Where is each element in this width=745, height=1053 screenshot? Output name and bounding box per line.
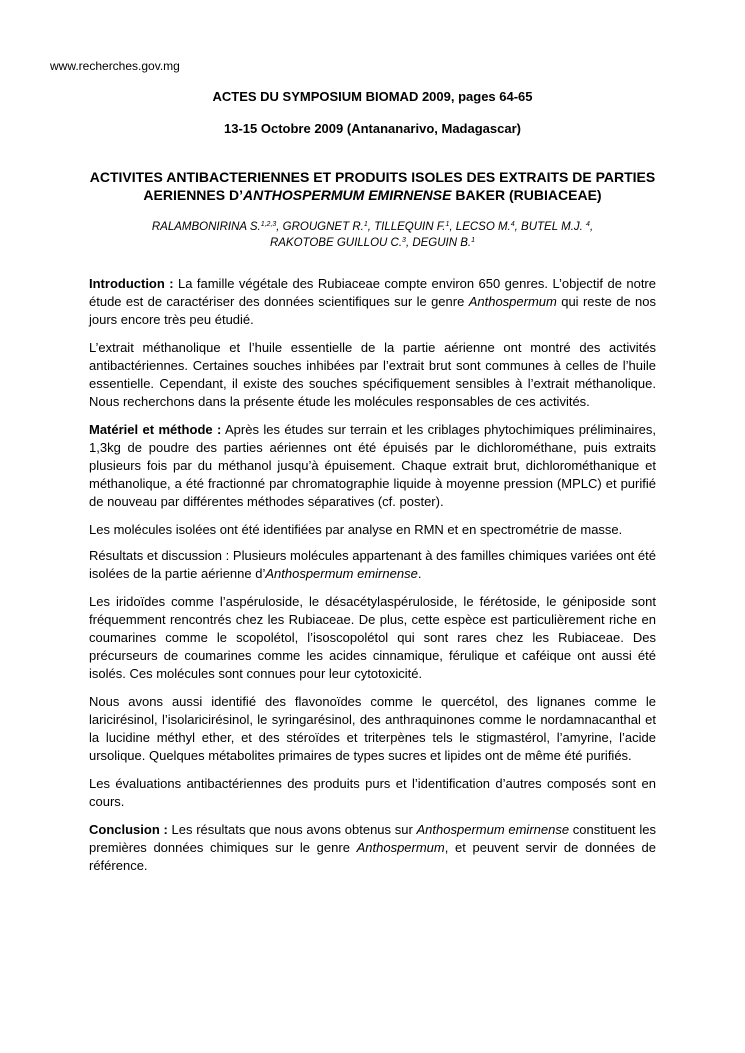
article-body [89,275,656,885]
identification-paragraph: Les molécules isolées ont été identifiées par analyse en RMN et en spectrométrie de masse. [89,522,623,537]
author-name: RALAMBONIRINA S. [151,221,261,233]
species-name: Anthospermum emirnense [265,566,418,581]
conclusion-paragraph [89,821,656,875]
title-species: ANTHOSPERMUM EMIRNENSE [242,187,452,203]
genus-name: Anthospermum [356,840,445,855]
author-affiliation: 1 [363,221,368,228]
author-affiliation: 1 [471,237,476,244]
author-separator: , [589,221,594,233]
proceedings-heading: ACTES DU SYMPOSIUM BIOMAD 2009, pages 64-65 [212,89,533,104]
author-affiliation: 1,2,3 [260,221,277,228]
methods-paragraph [89,421,656,511]
extract-activity-paragraph: L’extrait méthanolique et l’huile essentielle de la partie aérienne ont montré des activités antibactériennes. Certaines souches inhibées par l’extrait brut sont communes à celles de l’huile essentielle. Cependant, il existe des souches spécifiquement sensibles à l’extrait méthanolique. Nous recherchons dans la présente étude les molécules responsables de ces activités. [89,340,656,409]
title-line-2-suffix: BAKER (RUBIACEAE) [451,187,602,203]
evaluations-paragraph: Les évaluations antibactériennes des produits purs et l’identification d’autres composés sont en cours. [89,776,656,809]
author-affiliation: 4 [510,221,515,228]
genus-name: Anthospermum [468,294,557,309]
results-paragraph [89,547,656,583]
author-list [100,219,645,251]
conclusion-text: Les résultats que nous avons obtenus sur [167,822,417,837]
author-affiliation: 1 [445,221,450,228]
methods-text: Après les études sur terrain et les criblages phytochimiques préliminaires, 1,3kg de poudre des parties aériennes ont été épuisés par le dichlorométhane, puis extraits plusieurs fois par du méthanol jusqu’à épuisement. Chaque extrait brut, dichlorométhanique et méthanolique, a été fractionné par chromatographie liquide à moyenne pression (MPLC) et purifié de nouveau par différentes méthodes séparatives (cf. poster). [89,422,656,509]
author-name: RAKOTOBE GUILLOU C. [269,237,403,249]
introduction-label: Introduction : [89,276,174,291]
conclusion-text-end: , et peuvent servir de données de référence. [89,840,656,873]
author-name: , GROUGNET R. [276,221,364,233]
symposium-dates: 13-15 Octobre 2009 (Antananarivo, Madagascar) [224,121,521,136]
results-text-end: . [417,566,422,581]
author-affiliation: 4 [586,221,590,228]
title-line-1: ACTIVITES ANTIBACTERIENNES ET PRODUITS ISOLES DES EXTRAITS DE PARTIES [89,169,656,185]
flavonoids-paragraph: Nous avons aussi identifié des flavonoïdes comme le quercétol, des lignanes comme le laricirésinol, l’isolaricirésinol, le syringarésinol, des anthraquinones comme le nordamnacanthal et la lucidine méthyl ether, et des stéroïdes et triterpènes tels le stigmastérol, l’amyrine, l’acide ursolique. Quelques métabolites primaires de types sucres et lipides ont de même été purifiés. [89,694,656,763]
results-text: Résultats et discussion : Plusieurs molécules appartenant à des familles chimiques variées ont été isolées de la partie aérienne d’ [89,548,656,581]
introduction-text-end: qui reste de nos jours encore très peu étudié. [89,294,656,327]
species-name: Anthospermum emirnense [416,822,570,837]
author-affiliation: 3 [402,237,406,244]
title-line-2-prefix: AERIENNES D’ [143,187,243,203]
author-name: , LECSO M. [449,221,511,233]
author-name: , BUTEL M.J. [514,221,587,233]
conclusion-text-mid: constituent les premières données chimiques sur le genre [89,822,656,855]
website-url: www.recherches.gov.mg [50,59,180,73]
introduction-text: La famille végétale des Rubiaceae compte environ 650 genres. L’objectif de notre étude est de caractériser des données scientifiques sur le genre [89,276,656,309]
introduction-paragraph [89,275,656,329]
author-name: , TILLEQUIN F. [367,221,446,233]
conclusion-label: Conclusion : [89,822,168,837]
article-title [80,168,665,204]
author-name: , DEGUIN B. [405,237,472,249]
methods-label: Matériel et méthode : [89,422,222,437]
iridoids-paragraph: Les iridoïdes comme l’aspéruloside, le désacétylaspéruloside, le férétoside, le géniposide sont fréquemment rencontrés chez les Rubiaceae. De plus, cette espèce est particulièrement riche en coumarines comme le scopolétol, l’isoscopolétol qui sont rares chez les Rubiaceae. Des précurseurs de coumarines comme les acides cinnamique, férulique et caféique ont aussi été isolés. Ces molécules sont connues pour leur cytotoxicité. [89,594,656,681]
